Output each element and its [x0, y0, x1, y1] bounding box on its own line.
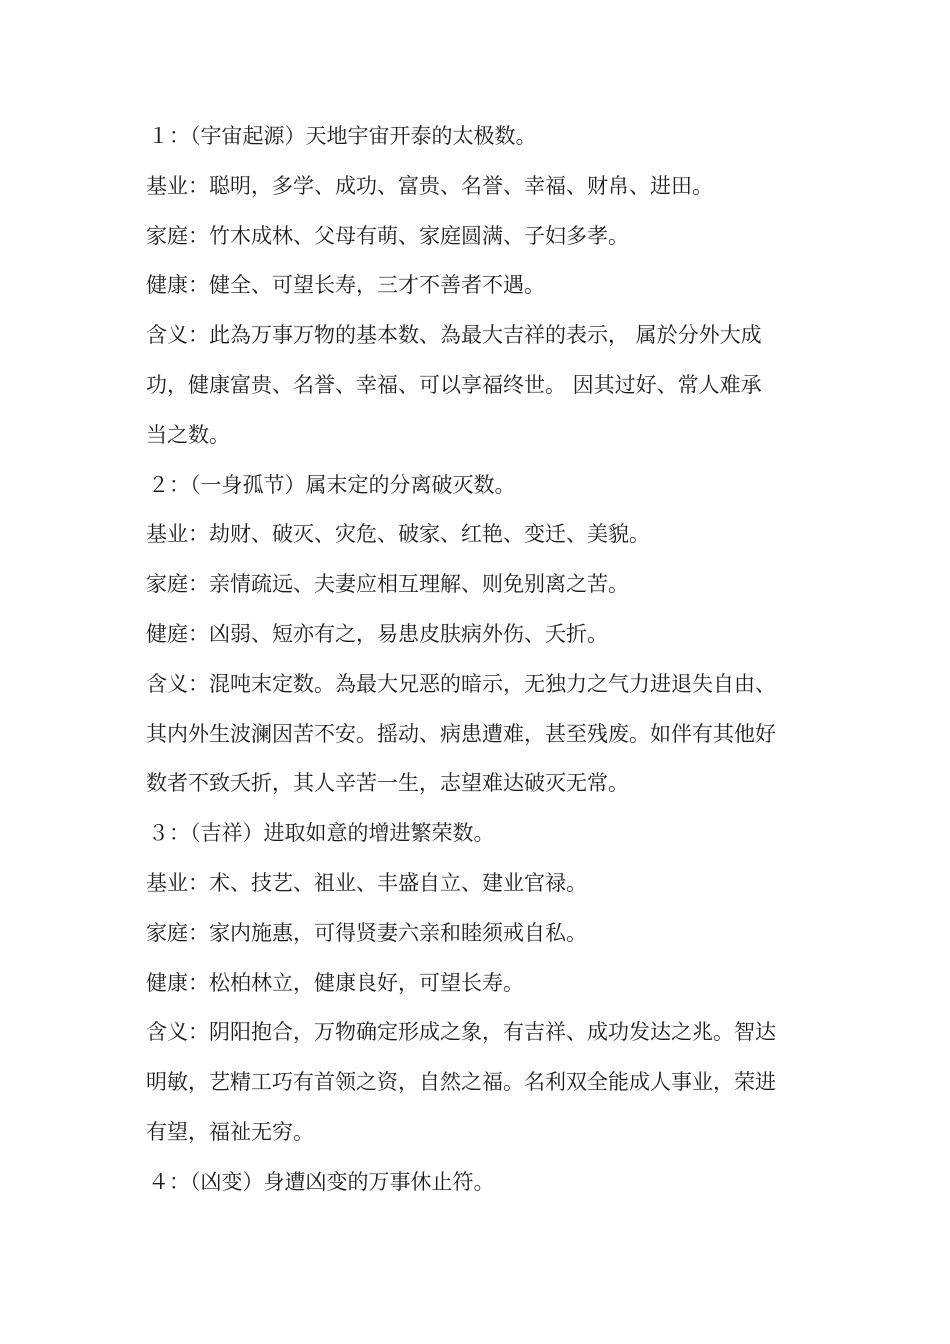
section-2-career: 基业：劫财、破灭、灾危、破家、红艳、变迁、美貌。 — [146, 522, 650, 547]
section-1-meaning-line: 功，健康富贵、名誉、幸福、可以享福终世。 因其过好、常人难承 — [146, 372, 762, 397]
section-1-career: 基业：聪明，多学、成功、富贵、名誉、幸福、财帛、进田。 — [146, 173, 713, 198]
section-3-meaning-line: 含义：阴阳抱合，万物确定形成之象，有吉祥、成功发达之兆。智达 — [146, 1020, 776, 1045]
section-3-heading: ３：（吉祥）进取如意的增进繁荣数。 — [148, 821, 495, 846]
section-3-meaning-line: 有望，福祉无穷。 — [146, 1119, 314, 1144]
section-2-meaning-line: 数者不致夭折，其人辛苦一生，志望难达破灭无常。 — [146, 771, 629, 796]
section-3-family: 家庭：家内施惠，可得贤妻六亲和睦须戒自私。 — [146, 920, 587, 945]
section-3-career: 基业：术、技艺、祖业、丰盛自立、建业官禄。 — [146, 870, 587, 895]
section-1-heading: １：（宇宙起源）天地宇宙开泰的太极数。 — [148, 124, 537, 148]
section-2-meaning-line: 含义：混吨末定数。為最大兄恶的暗示，无独力之气力进退失自由、 — [146, 671, 776, 696]
section-2-health: 健庭：凶弱、短亦有之，易患皮肤病外伤、夭折。 — [146, 621, 608, 646]
section-3-health: 健康：松柏林立，健康良好，可望长寿。 — [146, 970, 524, 995]
section-1-meaning-line: 当之数。 — [146, 422, 230, 447]
section-1-meaning-line: 含义：此為万事万物的基本数、為最大吉祥的表示， 属於分外大成 — [146, 323, 762, 348]
section-3-meaning-line: 明敏，艺精工巧有首领之资，自然之福。名利双全能成人事业，荣进 — [146, 1070, 776, 1095]
section-2-heading: ２：（一身孤节）属末定的分离破灭数。 — [148, 472, 516, 497]
section-1-family: 家庭：竹木成林、父母有萌、家庭圆满、子妇多孝。 — [146, 223, 629, 248]
section-1-health: 健康：健全、可望长寿，三才不善者不遇。 — [146, 273, 545, 298]
section-4-heading: ４：（凶变）身遭凶变的万事休止符。 — [148, 1169, 495, 1194]
section-2-family: 家庭：亲情疏远、夫妻应相互理解、则免别离之苦。 — [146, 572, 629, 597]
section-2-meaning-line: 其内外生波澜因苦不安。摇动、病患遭难，甚至残废。如伴有其他好 — [146, 721, 776, 746]
document-body — [146, 112, 826, 1208]
